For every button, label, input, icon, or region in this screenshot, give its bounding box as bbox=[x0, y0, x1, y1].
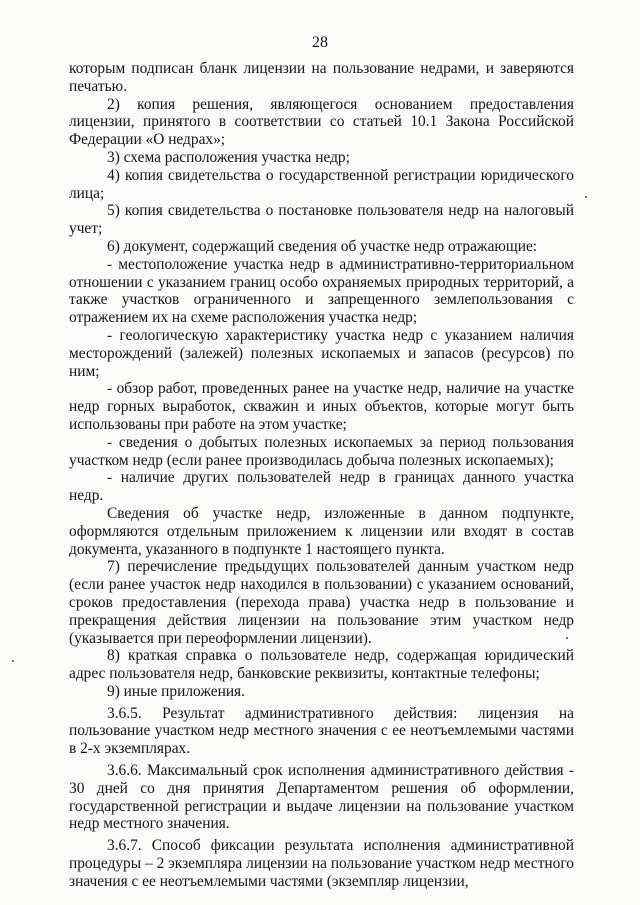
paragraph-3-6-6: 3.6.6. Максимальный срок исполнения административного действия - 30 дней со дня принятия Департаментом решения об оформлении, государственной регистрации и выдаче лицензии на пользование участком недр местного значения. bbox=[69, 762, 574, 833]
paragraph-item-9: 9) иные приложения. bbox=[107, 682, 245, 700]
scan-speck bbox=[585, 196, 587, 198]
paragraph-item-3: 3) схема расположения участка недр; bbox=[107, 148, 350, 166]
paragraph-3-6-7: 3.6.7. Способ фиксации результата исполнения административной процедуры – 2 экземпляра лицензии на пользование участком недр местного значения с ее неотъемлемыми частями (экземпляр лицензии, bbox=[69, 837, 574, 890]
paragraph-bullet-works-review: - обзор работ, проведенных ранее на участке недр, наличие на участке недр горных выработок, скважин и иных объектов, которые могут быть использованы при работе на этом участке; bbox=[69, 380, 574, 433]
paragraph-bullet-location: - местоположение участка недр в административно-территориальном отношении с указанием границ особо охраняемых природных территорий, а также участков ограниченного и запрещенного землепользования с отражением их на схеме расположения участка недр; bbox=[69, 255, 574, 327]
page-number: 28 bbox=[312, 34, 328, 51]
paragraph-bullet-geology: - геологическую характеристику участка недр с указанием наличия месторождений (залежей) полезных ископаемых и запасов (ресурсов) по ним; bbox=[69, 326, 574, 380]
body-text bbox=[69, 60, 574, 891]
paragraph-item-6: 6) документ, содержащий сведения об участке недр отражающие: bbox=[107, 237, 538, 255]
paragraph-bullet-other-users: - наличие других пользователей недр в границах данного участка недр. bbox=[69, 469, 574, 505]
paragraph-item-5: 5) копия свидетельства о постановке пользователя недр на налоговый учет; bbox=[69, 202, 574, 238]
paragraph-item-4: 4) копия свидетельства о государственной регистрации юридического лица; bbox=[69, 166, 574, 202]
paragraph-3-6-5: 3.6.5. Результат административного действия: лицензия на пользование участком недр местного значения с ее неотъемлемыми частями в 2-х экземплярах. bbox=[69, 704, 574, 758]
scan-speck bbox=[12, 660, 14, 662]
paragraph-signature-continuation: которым подписан бланк лицензии на пользование недрами, и заверяются печатью. bbox=[69, 60, 574, 95]
paragraph-item-7: 7) перечисление предыдущих пользователей данным участком недр (если ранее участок недр находился в пользовании) с указанием оснований, сроков предоставления (перехода права) участка недр в пользование и прекращения действия лицензии на пользование этим участком недр (указывается при переоформлении лицензии). bbox=[69, 558, 574, 647]
paragraph-bullet-extraction: - сведения о добытых полезных ископаемых за период пользования участком недр (если ранее производилась добыча полезных ископаемых); bbox=[69, 433, 574, 469]
paragraph-info-annex: Сведения об участке недр, изложенные в данном подпункте, оформляются отдельным приложением к лицензии или входят в состав документа, указанного в подпункте 1 настоящего пункта. bbox=[69, 504, 574, 558]
scan-speck bbox=[566, 637, 568, 639]
paragraph-item-8: 8) краткая справка о пользователе недр, содержащая юридический адрес пользователя недр, банковские реквизиты, контактные телефоны; bbox=[69, 647, 574, 683]
paragraph-item-2: 2) копия решения, являющегося основанием предоставления лицензии, принятого в соответствии со статьей 10.1 Закона Российской Федерации «О недрах»; bbox=[69, 95, 574, 149]
